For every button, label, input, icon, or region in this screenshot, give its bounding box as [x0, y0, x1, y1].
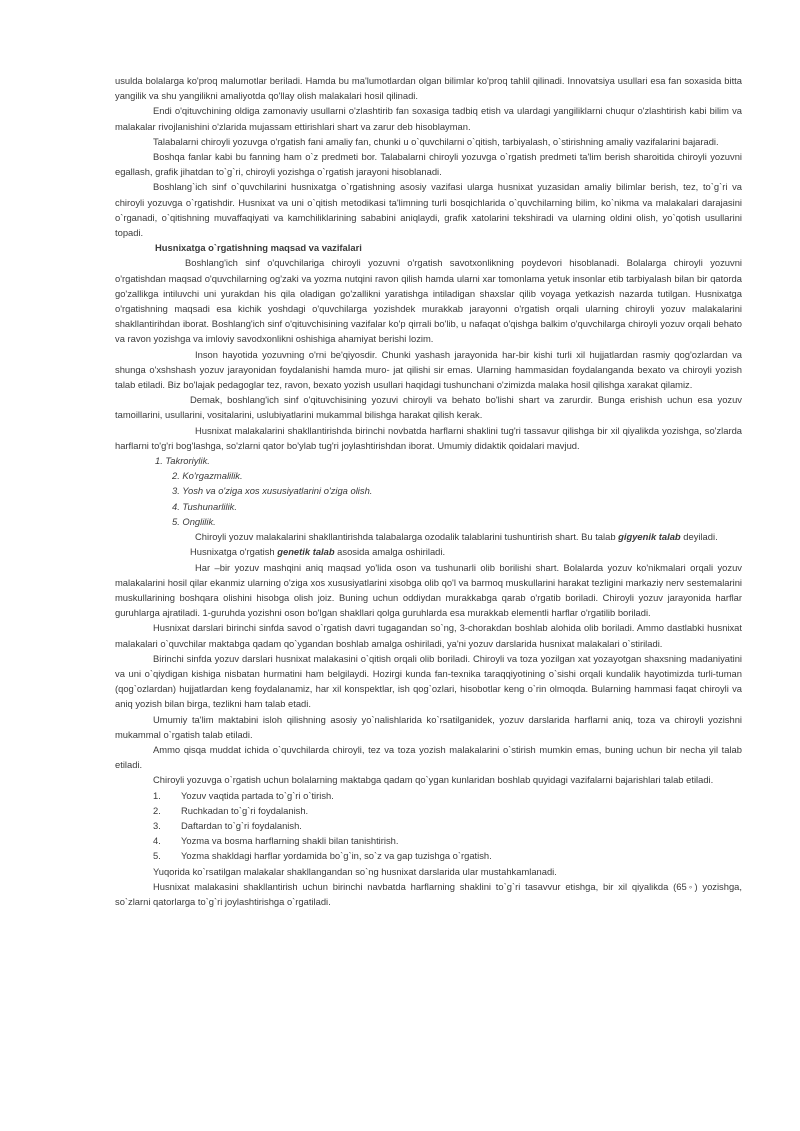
list-item: 1. Yozuv vaqtida partada to`g`ri o`tirish. — [153, 789, 334, 801]
paragraph: Demak, boshlang'ich sinf o'qituvchisining yozuvi chiroyli va behato bo'lishi shart va zarurdir. Bunga erishish uchun esa yozuv tamoillarini, usullarini, vositalarini, uslubiyatlarini mukammal bilishga harakat qilish kerak. — [115, 394, 742, 421]
principles-list — [115, 453, 742, 529]
paragraph: Husnixat malakalarini shakllantirishda birinchi novbatda harflarni shaklini tug'ri tassavur qilishga bir xil qiyalikda yozishga, so'zlarda harflarni to'g'ri bog'lashga, so'zlarni qator bo'ylab tug'ri joylashtirishdan iborat. Umumiy didaktik qoidalari mavjud. — [115, 424, 742, 451]
list-item: 4. Yozma va bosma harflarning shakli bilan tanishtirish. — [153, 835, 399, 847]
paragraph: Husnixatga o'rgatish genetik talab asosida amalga oshiriladi. — [190, 546, 446, 558]
paragraph: Ammo qisqa muddat ichida o`quvchilarda chiroyli, tez va toza yozish malakalarini o`stirish mumkin emas, buning uchun bir necha yil talab etiladi. — [115, 743, 742, 771]
paragraph: Chiroyli yozuv malakalarini shakllantirishda talabalarga ozodalik talablarini tushuntirish shart. Bu talab gigyenik talab deyiladi. — [195, 531, 718, 543]
list-item: 3. Yosh va o'ziga xos xususiyatlarini o'ziga olish. — [172, 485, 373, 497]
paragraph: Talabalarni chiroyli yozuvga o'rgatish fani amaliy fan, chunki u o`quvchilarni o`qitish, tarbiyalash, o`stirishning amaliy vazifalarini bajaradi. — [153, 135, 719, 147]
document-page — [115, 73, 742, 909]
paragraph: Endi o'qituvchining oldiga zamonaviy usullarni o'zlashtirib fan soxasiga tadbiq etish va ulardagi yangiliklarni chuqur o'zlashtirish kabi bilim va malakalar rivojlanishini o'zlarida mujassam ettirishlari shart va zarur deb hisoblayman. — [115, 105, 742, 132]
paragraph: Chiroyli yozuvga o`rgatish uchun bolalarning maktabga qadam qo`ygan kunlaridan boshlab quyidagi vazifalarni bajarishlari talab etiladi. — [153, 774, 714, 786]
paragraph: Umumiy ta'lim maktabini isloh qilishning asosiy yo`nalishlarida ko`rsatilganidek, yozuv darslarida harflarni aniq, toza va chiroyli yozishni mukammal o`rgatish talab etiladi. — [115, 713, 742, 740]
paragraph: usulda bolalarga ko'proq malumotlar beriladi. Hamda bu ma'lumotlardan olgan bilimlar ko'proq tahlil qilinadi. Innovatsiya usullari esa fan soxasida bitta yangilik va shu yangilikni amaliyotda qo'llay olish malakalari hosil qilinadi. — [115, 75, 742, 102]
list-item: 3. Daftardan to`g`ri foydalanish. — [153, 819, 302, 831]
paragraph: Inson hayotida yozuvning o'rni be'qiyosdir. Chunki yashash jarayonida har-bir kishi turli xil hujjatlardan rasmiy qog'ozlardan va shunga o'xshshash yozuv jarayonidan foydalanishi hamda muro- jat qilishi sir emas. Ularning hammasidan foydalanganda bexato va chiroyli yozish talab etiladi. Biz bo'lajak pedagoglar tez, ravon, bexato yozish usullari haqidagi tushunchani o'zimizda malaka hosil qilishga xarakat qilamiz. — [115, 348, 742, 391]
paragraph: Boshqa fanlar kabi bu fanning ham o`z predmeti bor. Talabalarni chiroyli yozuvga o`rgatish predmeti ta'lim berish sharoitida chiroyli yozuvni egallash, grafik jihatdan to`g`ri, chiroyli yozishga o`rgatish jarayoni hisoblanadi. — [115, 151, 742, 178]
list-item: 1. Takroriylik. — [155, 455, 210, 467]
paragraph: Boshlang'ich sinf o'quvchilariga chiroyli yozuvni o'rgatish savotxonlikning poydevori hisoblanadi. Bolalarga chiroyli yozuvni o'rgatishdan maqsad o'quvchilarning og'zaki va yozma nutqini ravon qilish hamda ularni xar tomonlama yetuk insonlar etib tarbiyalash bilan bir qatorda go'zallikga intiluvchi uni yurakdan his qila oladigan go'zallikni yaratishga intiladigan shaxslar qilib voyaga yetkazish nazarda tutilgan. Husnixatga o'rgatishning maqsadi esa kichik yoshdagi o'quvchilarga yozishdek murakkab jarayonni o'rgatish orqali ularning chiroyli yozuv malakalarini shakllantirihdan iborat. Boshlang'ich sinf o'qituvchisining vazifalar ko'p qirrali bo'lib, u nafaqat o'qishga balkim o'quvchilarga chiroyli yozuv orqali behato va ravon yozishga va imloviy savodxonlikni oshishiga ahamiyat berishi lozim. — [115, 257, 742, 345]
paragraph: Yuqorida ko`rsatilgan malakalar shakllangandan so`ng husnixat darslarida ular mustahkamlanadi. — [153, 865, 557, 877]
paragraph: Husnixat malakasini shakllantirish uchun birinchi navbatda harflarning shaklini to`g`ri tasavvur etishga, bir xil qiyalikda (65◦) yozishga, so`zlarni qatorlarga to`g`ri joylashtirishga o`rgatiladi. — [115, 880, 742, 907]
tasks-list — [115, 788, 742, 864]
paragraph: Boshlang`ich sinf o`quvchilarini husnixatga o`rgatishning asosiy vazifasi ularga husnixat yuzasidan amaliy bilimlar berish, tez, to`g`ri va chiroyli yozuvga o`rgatishdir. Husnixat va uni o`qitish metodikasi ta'limning turli bosqichlarida o`quvchilarning bilim, ko`nikma va malakalari darajasini o`rganadi, o`qitishning muvaffaqiyati va kamchiliklarining sababini aniqlaydi, grafik xatolarini tekshiradi va ularning oldini olish, yo`qotish usullarini topadi. — [115, 181, 742, 239]
paragraph: Husnixat darslari birinchi sinfda savod o`rgatish davri tugagandan so`ng, 3-chorakdan boshlab alohida olib boriladi. Ammo dastlabki husnixat malakalari o`quvchilar maktabga qadam qo`ygandan boshlab amalga oshiriladi, ya'ni yozuv darslarida husnixat malakalari o`stiriladi. — [115, 622, 742, 649]
emphasis-term: gigyenik talab — [618, 531, 681, 543]
section-heading: Husnixatga o`rgatishning maqsad va vazifalari — [155, 242, 362, 254]
paragraph: Birinchi sinfda yozuv darslari husnixat malakasini o`qitish orqali olib boriladi. Chiroyli va toza yozilgan xat yozayotgan shaxsning madaniyatini va uni o`qiydigan kishiga nisbatan hurmatini ham belgilaydi. Hozirgi kunda fan-texnika taraqqiyotining o`sishi orqali kundalik hayotimizda turli-tuman (qog`ozlardan) hujjatlardan keng foydalanamiz, har xil konspektlar, ish qog`ozlari, hisobotlar keng o`rin olmoqda. Bularning hammasi faqat chiroyli va aniq yozish bilan birga, tezlikni ham talab etadi. — [115, 652, 742, 710]
list-item: 5. Yozma shakldagi harflar yordamida bo`g`in, so`z va gap tuzishga o`rgatish. — [153, 850, 492, 862]
emphasis-term: genetik talab — [277, 546, 335, 558]
paragraph: Har –bir yozuv mashqini aniq maqsad yo'lida oson va tushunarli olib borilishi shart. Bolalarda yozuv ko'nikmalari orqali yozuv malakalarini hosil qilar ekanmiz ularning o'ziga xos xususiyatlarini xisobga olib qo'l va barmoq muskullarini harakat tezligini markaziy nerv sestemalarini muskullarining boshqara olishini hisobga olish joiz. Buning uchun oddiydan murakkabga qarab o'rgatib boriladi. Chiroyli yozuv jarayonida harflar guruhlarga ajratiladi. 1-guruhda yozishni oson bo'lgan shakllari qolga guruhlarda esa murakkab elementli harflar o'rgatilib boriladi. — [115, 561, 742, 619]
list-item: 5. Onglilik. — [172, 515, 216, 527]
list-item: 2. Ko'rgazmalilik. — [172, 470, 243, 482]
list-item: 2. Ruchkadan to`g`ri foydalanish. — [153, 804, 309, 816]
list-item: 4. Tushunarlilik. — [172, 500, 237, 512]
